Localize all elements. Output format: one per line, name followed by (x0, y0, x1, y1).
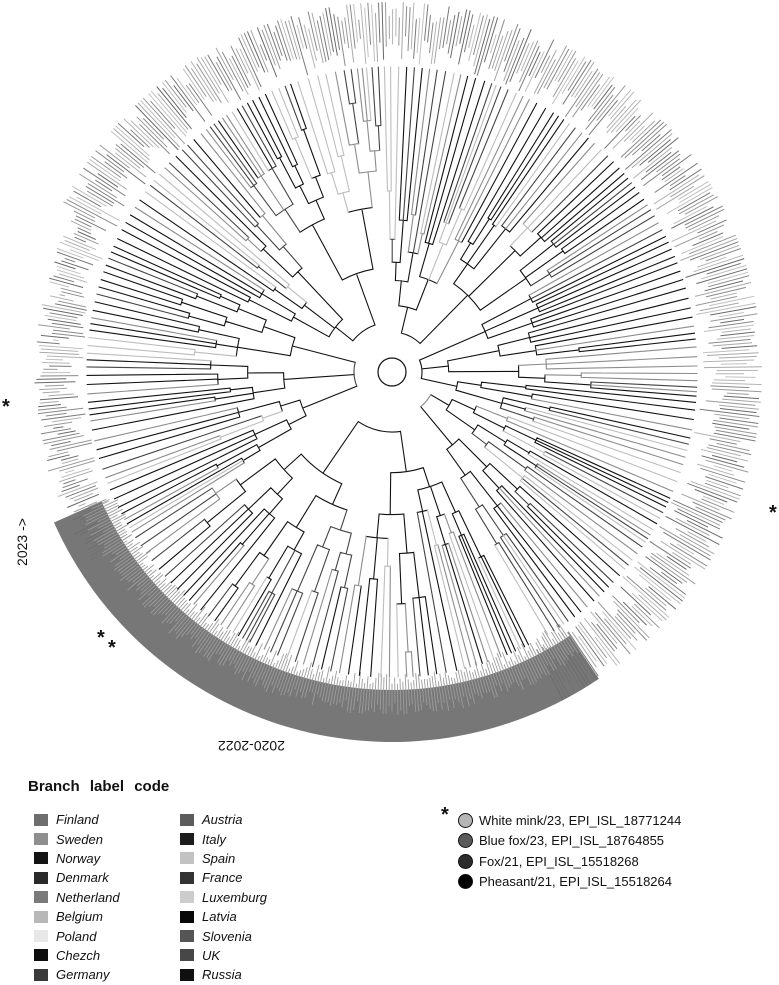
legend-swatch (180, 814, 194, 826)
legend-swatch (180, 911, 194, 923)
legend-column-2 (180, 810, 267, 985)
isolate-dot (458, 874, 473, 889)
legend-item (34, 965, 120, 984)
legend-label: Denmark (56, 870, 109, 886)
legend-label: Latvia (202, 909, 237, 925)
legend-swatch (34, 852, 48, 864)
legend-label: Finland (56, 812, 99, 828)
legend-item (34, 849, 120, 868)
isolate-label: Blue fox/23, EPI_ISL_18764855 (479, 833, 665, 849)
legend-label: Russia (202, 967, 242, 983)
legend-item (34, 946, 120, 965)
legend-swatch (180, 969, 194, 981)
legend-item (34, 926, 120, 945)
legend-item (180, 926, 267, 945)
marker-asterisk: * (97, 627, 105, 649)
legend-label: Italy (202, 831, 226, 847)
legend-label: France (202, 870, 243, 886)
legend-swatch (180, 949, 194, 961)
legend-label: Spain (202, 850, 236, 866)
isolate-item (458, 831, 681, 852)
legend-label: Netherland (56, 889, 120, 905)
legend-item (180, 946, 267, 965)
isolate-label: Fox/21, EPI_ISL_15518268 (479, 853, 639, 869)
legend-swatch (180, 872, 194, 884)
legend-item (180, 888, 267, 907)
isolate-dot (458, 813, 473, 828)
isolate-dot (458, 854, 473, 869)
legend-item (34, 829, 120, 848)
tree-branches (87, 67, 697, 677)
isolate-legend (441, 804, 682, 892)
isolate-dot (458, 833, 473, 848)
legend-swatch (34, 872, 48, 884)
legend-item (180, 868, 267, 887)
legend-swatch (34, 833, 48, 845)
legend-column-1 (34, 810, 120, 985)
legend-swatch (180, 852, 194, 864)
legend-label: Chezch (56, 947, 101, 963)
tree-root (378, 358, 406, 386)
legend-item (180, 965, 267, 984)
marker-asterisk: * (2, 396, 10, 418)
legend-swatch (180, 833, 194, 845)
legend-swatch (180, 930, 194, 942)
legend-item (34, 868, 120, 887)
isolate-label: Pheasant/21, EPI_ISL_15518264 (479, 874, 672, 890)
isolate-item (458, 872, 681, 893)
marker-asterisk: * (108, 637, 116, 659)
legend-label: Germany (56, 967, 110, 983)
isolate-item (458, 851, 681, 872)
legend-title: Branch label code (28, 778, 170, 795)
legend-swatch (34, 911, 48, 923)
marker-asterisk: * (769, 502, 777, 524)
legend-label: UK (202, 947, 221, 963)
legend-label: Poland (56, 928, 97, 944)
period-band-2020-2022 (54, 499, 599, 742)
legend-item (34, 907, 120, 926)
period-label-2023-onward: 2023 -> (13, 518, 30, 566)
legend-label: Norway (56, 850, 101, 866)
period-label-2020-2022: 2020-2022 (218, 738, 285, 754)
legend-item (180, 810, 267, 829)
isolate-asterisk: * (441, 804, 449, 826)
legend-swatch (34, 891, 48, 903)
legend-swatch (34, 814, 48, 826)
legend-label: Luxemburg (202, 889, 268, 905)
isolate-item (441, 804, 682, 831)
isolate-label: White mink/23, EPI_ISL_18771244 (479, 812, 682, 828)
legend-label: Austria (202, 812, 243, 828)
legend-label: Slovenia (202, 928, 252, 944)
legend-label: Sweden (56, 831, 103, 847)
legend-label: Belgium (56, 909, 103, 925)
legend-swatch (180, 891, 194, 903)
legend-swatch (34, 969, 48, 981)
legend-swatch (34, 930, 48, 942)
legend-swatch (34, 949, 48, 961)
legend-item (34, 888, 120, 907)
legend-item (180, 907, 267, 926)
legend-item (180, 849, 267, 868)
legend-item (180, 829, 267, 848)
legend-item (34, 810, 120, 829)
